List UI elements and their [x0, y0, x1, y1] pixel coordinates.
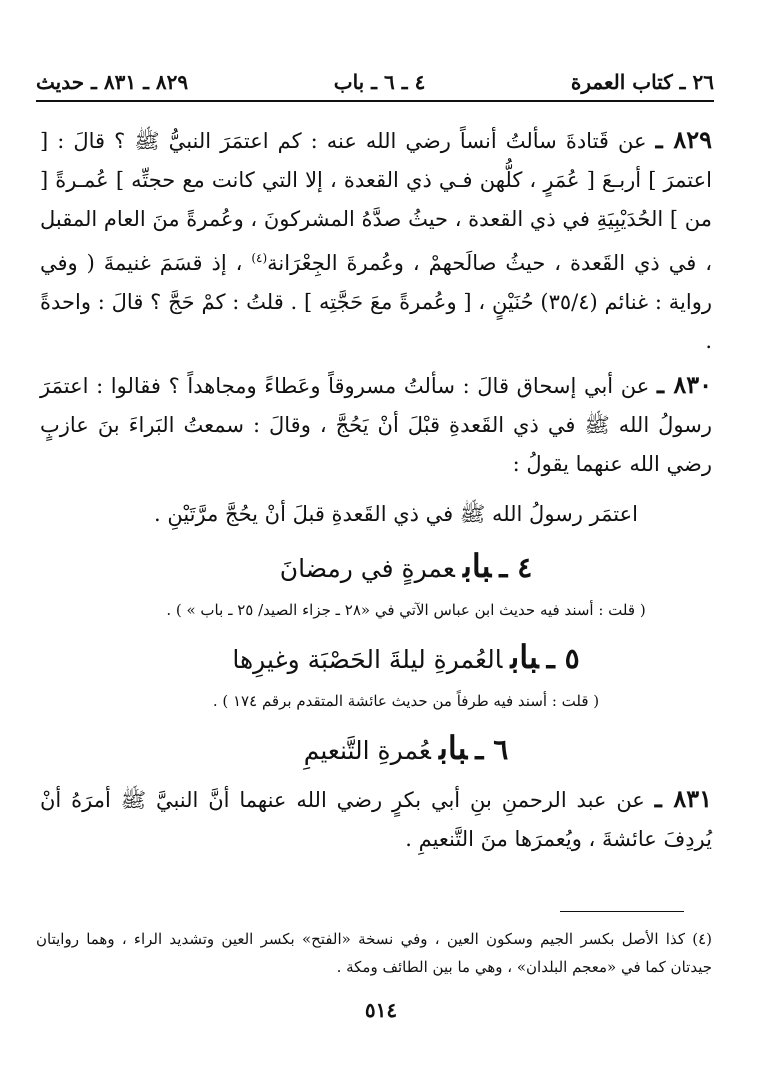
hadith-830: [40, 365, 712, 484]
chapter-4-bab: باب: [462, 547, 492, 585]
hadith-829-text: عن قَتادةَ سألتُ أنساً رضي الله عنه : كم اعتمَرَ النبيُّ ﷺ ؟ قالَ : [ اعتمرَ ] أربـعَ [ عُمَرٍ ، كلُّهن فـي ذي القعدة ، إلا التي كانت مع حجتِّه ] عُمـرةً [ من ] الحُدَيْبِيَةِ في ذي القعدة ، حيثُ صدَّهُ المشركونَ ، وعُمرةً منَ العام المقبل ، في ذي القَعدة ، حيثُ صالَحهمْ ، وعُمرةَ الجِعْرَانة: [40, 129, 712, 275]
chapter-5-bab: باب: [510, 638, 539, 676]
hadith-831: [40, 779, 712, 859]
hadith-829-text-continued: ، إذ قسَمَ غنيمةَ ( وفي رواية : غنائم (٣٥/٤) حُنَيْنٍ ، [ وعُمرةً معَ حَجَّتِه ] . قلتُ : كمْ حَجَّ ؟ قالَ : واحدةً .: [40, 251, 712, 353]
hadith-831-number: ٨٣١ ـ: [654, 784, 713, 813]
header-divider: [36, 100, 714, 102]
chapter-heading-6: [40, 726, 712, 773]
chapter-4-note: ( قلت : أسند فيه حديث ابن عباس الآتي في «٢٨ ـ جزاء الصيد/ ٢٥ ـ باب » ) .: [166, 601, 646, 619]
hadith-829: [40, 120, 712, 361]
hadith-830-quote: اعتمَر رسولُ الله ﷺ في ذي القَعدةِ قبلَ أنْ يحُجَّ مرَّتَيْنِ .: [153, 502, 639, 526]
page-body: [40, 120, 712, 863]
footnote-divider: [560, 911, 684, 912]
hadith-830-number: ٨٣٠ ـ: [656, 370, 712, 399]
page-number: ٥١٤: [364, 998, 398, 1022]
chapter-5-number: ٥ ـ: [546, 642, 580, 675]
chapter-6-title: عُمرةِ التَّنعيمِ: [303, 736, 431, 765]
chapter-4-number: ٤ ـ: [499, 551, 533, 584]
footnote-4: (٤) كذا الأصل بكسر الجيم وسكون العين ، وفي نسخة «الفتح» بكسر العين وتشديد الراء ، وهما روايتان جيدتان كما في «معجم البلدان» ، وهي ما بين الطائف ومكة .: [36, 930, 712, 976]
running-header: [36, 68, 714, 96]
chapter-4-title: عمرةٍ في رمضانَ: [279, 554, 455, 583]
header-chapter-range: ٤ ـ ٦ ـ باب: [333, 70, 426, 94]
chapter-5-title: العُمرةِ ليلةَ الحَصْبَة وغيرِها: [232, 645, 503, 674]
header-book-title: ٢٦ ـ كتاب العمرة: [570, 70, 714, 94]
hadith-831-text: عن عبد الرحمنِ بنِ أبي بكرٍ رضي الله عنهما أنَّ النبيَّ ﷺ أمرَهُ أنْ يُردِفَ عائشةَ ، ويُعمرَها منَ التَّنعيمِ .: [40, 788, 712, 851]
chapter-6-number: ٦ ـ: [475, 733, 509, 766]
header-hadith-range: ٨٢٩ ـ ٨٣١ ـ حديث: [36, 70, 189, 94]
footnote-reference-4: (٤): [251, 251, 268, 265]
chapter-heading-5: [40, 635, 712, 682]
chapter-heading-4: [40, 544, 712, 591]
chapter-5-note: ( قلت : أسند فيه طرفاً من حديث عائشة المتقدم برقم ١٧٤ ) .: [212, 692, 600, 710]
hadith-829-number: ٨٢٩ ـ: [655, 125, 712, 154]
hadith-830-text: عن أبي إسحاق قالَ : سألتُ مسروقاً وعَطاءً ومجاهداً ؟ فقالوا : اعتمَرَ رسولُ الله ﷺ في ذي القَعدةِ قبْلَ أنْ يَحُجَّ ، وقالَ : سمعتُ البَراءَ بنَ عازبٍ رضي الله عنهما يقولُ :: [40, 374, 712, 476]
chapter-6-bab: باب: [438, 729, 468, 767]
